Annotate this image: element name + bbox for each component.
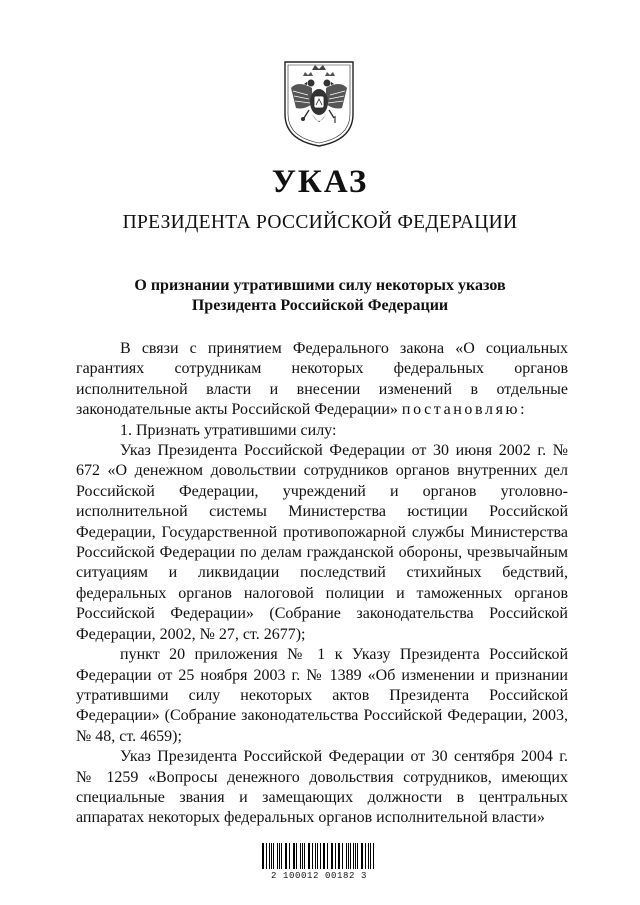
barcode-bar xyxy=(362,843,363,869)
barcode-bar xyxy=(273,843,274,869)
preamble-resolution: постановляю: xyxy=(401,401,528,419)
barcode-bar xyxy=(353,843,354,869)
barcode-bars xyxy=(262,843,376,869)
preamble-text: В связи с принятием Федерального закона «О социальных гарантиях сотрудникам некоторых федеральных органов исполнительной власти и внесении изменений в отдельные законодательные акты Российской Федерации» xyxy=(76,340,568,419)
barcode-bar xyxy=(317,843,318,869)
barcode-bar xyxy=(286,843,287,869)
decree-body xyxy=(76,339,568,829)
barcode-bar xyxy=(279,843,280,869)
document-subtitle: ПРЕЗИДЕНТА РОССИЙСКОЙ ФЕДЕРАЦИИ xyxy=(122,212,518,233)
paragraph-decree-1259: Указ Президента Российской Федерации от 30 сентября 2004 г. № 1259 «Вопросы денежного довольствия сотрудников, имеющих специальные звания и замещающих должности в центральных аппаратах некоторых федеральных органов исполнительной власти» xyxy=(76,748,568,827)
paragraph-item-1: 1. Признать утратившими силу: xyxy=(120,421,337,439)
barcode-bar xyxy=(346,843,347,869)
barcode-icon xyxy=(262,843,376,881)
decree-heading-line2: Президента Российской Федерации xyxy=(191,297,449,314)
barcode-bar xyxy=(289,843,290,869)
barcode-bar xyxy=(304,843,305,869)
decree-heading xyxy=(0,276,640,316)
barcode-number: 2 100012 00182 3 xyxy=(270,871,367,881)
document-title: УКАЗ xyxy=(271,164,369,200)
barcode-bar xyxy=(315,843,316,869)
paragraph-decree-1389: пункт 20 приложения № 1 к Указу Президента Российской Федерации от 25 ноября 2003 г. № 1389 «Об изменении и признании утратившими силу некоторых актов Президента Российской Федерации» (Собрание законодательства Российской Федерации, 2003, № 48, ст. 4659); xyxy=(76,646,568,745)
barcode-bar xyxy=(339,843,340,869)
barcode-bar xyxy=(324,843,325,869)
barcode-bar xyxy=(266,843,267,869)
russian-coat-of-arms-icon xyxy=(282,58,356,148)
paragraph-preamble xyxy=(76,339,568,421)
paragraph-decree-672: Указ Президента Российской Федерации от 30 июня 2002 г. № 672 «О денежном довольствии сотрудников органов внутренних дел Российской Федерации, учреждений и органов уголовно-исполнительной системы Министерства юстиции Российской Федерации, Государственной противопожарной службы Министерства Российской Федерации по делам гражданской обороны, чрезвычайным ситуациям и ликвидации последствий стихийных бедствий, федеральных органов налоговой полиции и таможенных органов Российской Федерации» (Собрание законодательства Российской Федерации, 2002, № 27, ст. 2677); xyxy=(76,442,568,643)
barcode-bar xyxy=(368,843,369,869)
barcode-bar xyxy=(296,843,297,869)
barcode-bar xyxy=(332,843,333,869)
decree-heading-line1: О признании утратившими силу некоторых указов xyxy=(134,277,506,294)
